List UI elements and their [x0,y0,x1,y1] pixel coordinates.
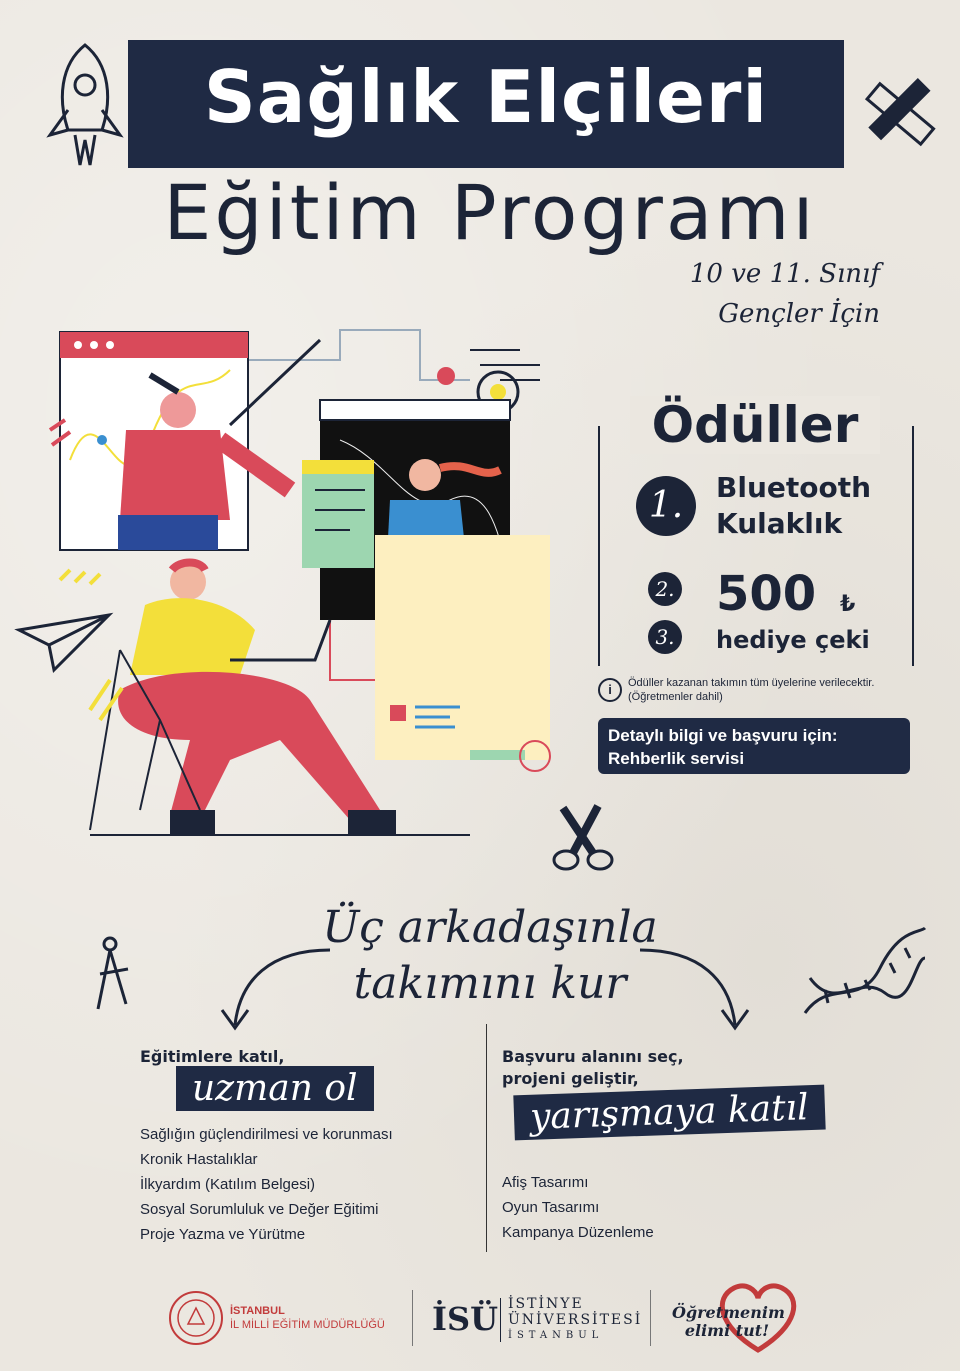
left-column-list [140,1122,480,1247]
voucher-amount: 500 [716,566,817,622]
grade-line-1: 10 ve 11. Sınıf [689,259,880,289]
list-item: Kronik Hastalıklar [140,1151,258,1168]
first-prize-line-2: Kulaklık [716,507,843,540]
teacher-line-2: elimi tut! [684,1321,770,1340]
right-column-tag: yarışmaya katıl [513,1085,825,1141]
second-prize-badge: 2. [648,572,682,606]
team-heading-line-1: Üç arkadaşınla [322,902,658,953]
dna-icon [800,918,930,1028]
list-item: Sosyal Sorumluluk ve Değer Eğitimi [140,1201,379,1218]
teacher-slogan [672,1303,785,1340]
apply-line-1: Detaylı bilgi ve başvuru için: [608,726,838,745]
left-column-heading: Eğitimlere katıl, [140,1047,285,1066]
meb-logo-text [230,1304,385,1332]
meb-line-2: İL MİLLİ EĞİTİM MÜDÜRLÜĞÜ [230,1319,385,1331]
right-column-list [502,1170,842,1245]
list-item: Afiş Tasarımı [502,1174,589,1191]
meb-line-1: İSTANBUL [230,1305,285,1317]
meb-seal-icon [168,1290,224,1346]
apply-info-box [598,718,910,774]
rewards-note [628,676,928,704]
right-heading-line-1: Başvuru alanını seç, [502,1047,684,1066]
pencil-ruler-icon [858,72,938,164]
rocket-icon [40,40,130,170]
team-heading-line-2: takımını kur [353,958,627,1009]
currency-symbol: ₺ [840,592,856,617]
compass-icon [88,934,148,1014]
info-icon: i [598,678,622,702]
rewards-title: Ödüller [630,396,880,454]
footer-divider [650,1290,651,1346]
page-title: Sağlık Elçileri [203,55,769,139]
grade-line-2: Gençler İçin [718,299,880,329]
isu-line-3: İSTANBUL [508,1330,604,1341]
grade-label [640,254,880,334]
right-heading-line-2: projeni geliştir, [502,1069,639,1088]
isu-abbr: İSÜ [432,1300,498,1338]
page-subtitle: Eğitim Programı [163,168,817,257]
isu-line-1: İSTİNYE [508,1296,584,1312]
voucher-label: hediye çeki [716,626,870,654]
list-item: Oyun Tasarımı [502,1199,600,1216]
left-column-tag: uzman ol [176,1066,374,1111]
isu-divider [500,1298,501,1342]
third-prize-badge: 3. [648,620,682,654]
column-divider [486,1024,487,1252]
isu-logo-text [508,1296,642,1344]
rewards-note-line-2: (Öğretmenler dahil) [628,691,723,703]
first-prize [716,470,871,542]
rewards-note-line-1: Ödüller kazanan takımın tüm üyelerine verilecektir. [628,677,875,689]
right-column-heading [502,1046,684,1090]
teacher-line-1: Öğretmenim [672,1303,785,1322]
team-illustration [30,320,570,840]
first-prize-line-1: Bluetooth [716,471,872,504]
list-item: Proje Yazma ve Yürütme [140,1226,306,1243]
team-arrows [210,940,760,1040]
footer-divider [412,1290,413,1346]
list-item: Sağlığın güçlendirilmesi ve korunması [140,1126,393,1143]
list-item: Kampanya Düzenleme [502,1224,654,1241]
first-prize-badge: 1. [636,476,696,536]
list-item: İlkyardım (Katılım Belgesi) [140,1176,316,1193]
isu-line-2: ÜNİVERSİTESİ [508,1312,643,1328]
apply-line-2: Rehberlik servisi [608,749,745,768]
